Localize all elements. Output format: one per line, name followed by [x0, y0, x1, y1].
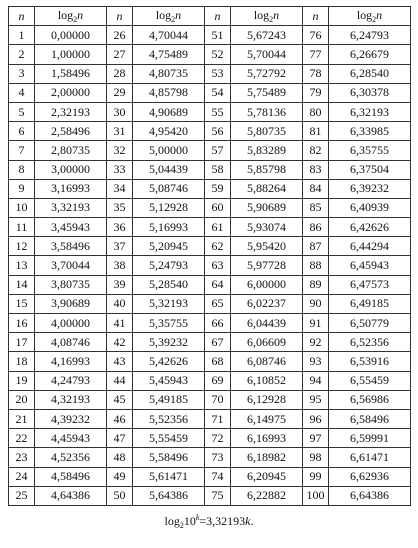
log2n-cell: 3,70044: [35, 256, 107, 275]
table-row: [9, 64, 411, 83]
n-cell: 56: [205, 122, 231, 141]
n-cell: 69: [205, 371, 231, 390]
header-log2n-2: [133, 7, 205, 26]
log2n-cell: 5,64386: [133, 486, 205, 505]
log2n-cell: 2,00000: [35, 83, 107, 102]
log2n-cell: 6,62936: [329, 467, 411, 486]
log2n-cell: 5,88264: [231, 179, 303, 198]
header-log2n-1: [35, 7, 107, 26]
table-row: [9, 275, 411, 294]
n-cell: 12: [9, 237, 35, 256]
n-cell: 95: [303, 390, 329, 409]
log2n-cell: 4,16993: [35, 352, 107, 371]
log2n-cell: 4,32193: [35, 390, 107, 409]
log2n-cell: 5,42626: [133, 352, 205, 371]
log2n-cell: 5,00000: [133, 141, 205, 160]
n-cell: 86: [303, 218, 329, 237]
n-cell: 100: [303, 486, 329, 505]
formula-log-base: 2: [179, 521, 184, 530]
n-cell: 40: [107, 294, 133, 313]
n-cell: 84: [303, 179, 329, 198]
n-cell: 97: [303, 429, 329, 448]
log2n-cell: 6,10852: [231, 371, 303, 390]
log2n-cell: 6,08746: [231, 352, 303, 371]
formula-rhs-var: k: [245, 514, 251, 528]
header-log-base: 2: [269, 15, 274, 25]
log2n-cell: 6,50779: [329, 314, 411, 333]
log2n-cell: 3,80735: [35, 275, 107, 294]
n-cell: 57: [205, 141, 231, 160]
table-row: [9, 294, 411, 313]
log2n-cell: 6,42626: [329, 218, 411, 237]
log2n-cell: 5,97728: [231, 256, 303, 275]
n-cell: 21: [9, 409, 35, 428]
log2n-cell: 2,80735: [35, 141, 107, 160]
n-cell: 29: [107, 83, 133, 102]
n-cell: 93: [303, 352, 329, 371]
n-cell: 2: [9, 45, 35, 64]
n-cell: 50: [107, 486, 133, 505]
log2n-cell: 4,64386: [35, 486, 107, 505]
n-cell: 27: [107, 45, 133, 64]
log2n-cell: 4,95420: [133, 122, 205, 141]
log2n-cell: 6,16993: [231, 429, 303, 448]
n-cell: 77: [303, 45, 329, 64]
n-cell: 67: [205, 333, 231, 352]
n-cell: 66: [205, 314, 231, 333]
log2n-cell: 6,00000: [231, 275, 303, 294]
n-cell: 42: [107, 333, 133, 352]
header-n-2: n: [107, 7, 133, 26]
log2n-cell: 5,55459: [133, 429, 205, 448]
log2n-cell: 5,12928: [133, 198, 205, 217]
log2n-cell: 5,52356: [133, 409, 205, 428]
n-cell: 80: [303, 102, 329, 121]
log2n-cell: 4,52356: [35, 448, 107, 467]
n-cell: 75: [205, 486, 231, 505]
table-row: [9, 198, 411, 217]
log2n-cell: 3,32193: [35, 198, 107, 217]
log2n-cell: 5,75489: [231, 83, 303, 102]
header-n-3: n: [205, 7, 231, 26]
log2n-cell: 6,28540: [329, 64, 411, 83]
log2n-cell: 5,78136: [231, 102, 303, 121]
table-row: [9, 218, 411, 237]
n-cell: 6: [9, 122, 35, 141]
log2n-cell: 3,45943: [35, 218, 107, 237]
log2n-cell: 2,32193: [35, 102, 107, 121]
log2n-cell: 5,39232: [133, 333, 205, 352]
header-log-prefix: log: [57, 8, 74, 23]
n-cell: 45: [107, 390, 133, 409]
n-cell: 3: [9, 64, 35, 83]
log2n-cell: 6,20945: [231, 467, 303, 486]
header-log-prefix: log: [253, 8, 270, 23]
log2n-cell: 6,26679: [329, 45, 411, 64]
log2n-cell: 4,90689: [133, 102, 205, 121]
table-row: [9, 429, 411, 448]
formula-caption: [0, 514, 418, 529]
log2n-cell: 6,55459: [329, 371, 411, 390]
log2n-cell: 5,58496: [133, 448, 205, 467]
n-cell: 17: [9, 333, 35, 352]
n-cell: 37: [107, 237, 133, 256]
n-cell: 20: [9, 390, 35, 409]
log2n-cell: 4,00000: [35, 314, 107, 333]
log2n-cell: 6,64386: [329, 486, 411, 505]
n-cell: 11: [9, 218, 35, 237]
log2n-cell: 6,24793: [329, 26, 411, 45]
log2n-cell: 5,72792: [231, 64, 303, 83]
n-cell: 58: [205, 160, 231, 179]
n-cell: 79: [303, 83, 329, 102]
n-cell: 23: [9, 448, 35, 467]
log2n-cell: 6,12928: [231, 390, 303, 409]
log2n-cell: 5,61471: [133, 467, 205, 486]
log2n-cell: 5,32193: [133, 294, 205, 313]
n-cell: 18: [9, 352, 35, 371]
n-cell: 72: [205, 429, 231, 448]
header-log-base: 2: [372, 15, 377, 25]
n-cell: 73: [205, 448, 231, 467]
n-cell: 13: [9, 256, 35, 275]
log2n-cell: 6,14975: [231, 409, 303, 428]
n-cell: 62: [205, 237, 231, 256]
table-row: [9, 160, 411, 179]
log2n-cell: 2,58496: [35, 122, 107, 141]
formula-end: .: [250, 514, 254, 528]
table-row: [9, 141, 411, 160]
header-n-4: n: [303, 7, 329, 26]
log2n-cell: 4,39232: [35, 409, 107, 428]
n-cell: 24: [9, 467, 35, 486]
n-cell: 76: [303, 26, 329, 45]
log2n-cell: 6,53916: [329, 352, 411, 371]
log2n-cell: 5,67243: [231, 26, 303, 45]
log2n-cell: 5,16993: [133, 218, 205, 237]
log2n-cell: 5,85798: [231, 160, 303, 179]
table-row: [9, 333, 411, 352]
table-row: [9, 237, 411, 256]
n-cell: 38: [107, 256, 133, 275]
log2n-cell: 6,33985: [329, 122, 411, 141]
n-cell: 74: [205, 467, 231, 486]
log2n-cell: 5,28540: [133, 275, 205, 294]
n-cell: 47: [107, 429, 133, 448]
header-log-prefix: log: [155, 8, 172, 23]
log2n-cell: 6,06609: [231, 333, 303, 352]
log2n-cell: 6,49185: [329, 294, 411, 313]
log2n-cell: 6,30378: [329, 83, 411, 102]
n-cell: 71: [205, 409, 231, 428]
n-cell: 85: [303, 198, 329, 217]
log2n-cell: 4,08746: [35, 333, 107, 352]
n-cell: 53: [205, 64, 231, 83]
n-cell: 43: [107, 352, 133, 371]
n-cell: 22: [9, 429, 35, 448]
log2n-cell: 6,44294: [329, 237, 411, 256]
log2n-cell: 6,58496: [329, 409, 411, 428]
table-row: [9, 486, 411, 505]
table-body: [9, 26, 411, 506]
n-cell: 26: [107, 26, 133, 45]
n-cell: 28: [107, 64, 133, 83]
n-cell: 39: [107, 275, 133, 294]
log2n-cell: 6,56986: [329, 390, 411, 409]
n-cell: 19: [9, 371, 35, 390]
formula-log-arg: 10: [183, 514, 196, 528]
header-log-base: 2: [73, 15, 78, 25]
header-log2n-3: [231, 7, 303, 26]
header-log-base: 2: [171, 15, 176, 25]
n-cell: 1: [9, 26, 35, 45]
log2n-cell: 1,58496: [35, 64, 107, 83]
n-cell: 54: [205, 83, 231, 102]
n-cell: 90: [303, 294, 329, 313]
log2n-cell: 4,45943: [35, 429, 107, 448]
log2n-cell: 3,58496: [35, 237, 107, 256]
n-cell: 35: [107, 198, 133, 217]
log2n-cell: 3,90689: [35, 294, 107, 313]
log2n-cell: 5,35755: [133, 314, 205, 333]
n-cell: 25: [9, 486, 35, 505]
log2n-cell: 6,32193: [329, 102, 411, 121]
log2n-cell: 3,16993: [35, 179, 107, 198]
n-cell: 8: [9, 160, 35, 179]
log2n-cell: 5,95420: [231, 237, 303, 256]
n-cell: 88: [303, 256, 329, 275]
log2n-cell: 0,00000: [35, 26, 107, 45]
n-cell: 33: [107, 160, 133, 179]
n-cell: 46: [107, 409, 133, 428]
n-cell: 70: [205, 390, 231, 409]
table-row: [9, 45, 411, 64]
n-cell: 94: [303, 371, 329, 390]
n-cell: 52: [205, 45, 231, 64]
n-cell: 60: [205, 198, 231, 217]
table-row: [9, 448, 411, 467]
n-cell: 59: [205, 179, 231, 198]
log2n-cell: 5,04439: [133, 160, 205, 179]
n-cell: 63: [205, 256, 231, 275]
n-cell: 92: [303, 333, 329, 352]
n-cell: 32: [107, 141, 133, 160]
table-row: [9, 122, 411, 141]
log2n-cell: 6,61471: [329, 448, 411, 467]
n-cell: 98: [303, 448, 329, 467]
n-cell: 49: [107, 467, 133, 486]
table-row: [9, 409, 411, 428]
log2n-cell: 4,85798: [133, 83, 205, 102]
n-cell: 4: [9, 83, 35, 102]
log2n-cell: 6,04439: [231, 314, 303, 333]
log2n-cell: 6,39232: [329, 179, 411, 198]
n-cell: 34: [107, 179, 133, 198]
table-row: [9, 314, 411, 333]
n-cell: 78: [303, 64, 329, 83]
n-cell: 16: [9, 314, 35, 333]
n-cell: 7: [9, 141, 35, 160]
n-cell: 30: [107, 102, 133, 121]
formula-log-prefix: log: [164, 514, 180, 528]
log2n-cell: 5,45943: [133, 371, 205, 390]
log2n-cell: 5,93074: [231, 218, 303, 237]
n-cell: 36: [107, 218, 133, 237]
log2n-cell: 6,47573: [329, 275, 411, 294]
log2n-cell: 5,70044: [231, 45, 303, 64]
table-row: [9, 179, 411, 198]
n-cell: 65: [205, 294, 231, 313]
table-row: [9, 390, 411, 409]
log2n-cell: 6,18982: [231, 448, 303, 467]
log2n-cell: 5,90689: [231, 198, 303, 217]
formula-exponent: k: [195, 513, 200, 522]
n-cell: 64: [205, 275, 231, 294]
log2n-cell: 6,35755: [329, 141, 411, 160]
log2n-cell: 6,37504: [329, 160, 411, 179]
log2-table: [8, 6, 411, 506]
table-header-row: [9, 7, 411, 26]
table-row: [9, 26, 411, 45]
log2n-cell: 6,22882: [231, 486, 303, 505]
table-row: [9, 352, 411, 371]
log2n-cell: 6,52356: [329, 333, 411, 352]
n-cell: 83: [303, 160, 329, 179]
n-cell: 61: [205, 218, 231, 237]
n-cell: 48: [107, 448, 133, 467]
n-cell: 68: [205, 352, 231, 371]
formula-rhs: =3,32193: [199, 514, 246, 528]
log2n-cell: 3,00000: [35, 160, 107, 179]
table-row: [9, 102, 411, 121]
n-cell: 91: [303, 314, 329, 333]
log2n-cell: 5,83289: [231, 141, 303, 160]
header-log2n-4: [329, 7, 411, 26]
n-cell: 82: [303, 141, 329, 160]
log2n-cell: 5,20945: [133, 237, 205, 256]
header-log-arg: n: [77, 8, 84, 23]
n-cell: 15: [9, 294, 35, 313]
log2n-cell: 4,75489: [133, 45, 205, 64]
n-cell: 51: [205, 26, 231, 45]
log2n-cell: 6,45943: [329, 256, 411, 275]
log2n-cell: 5,08746: [133, 179, 205, 198]
n-cell: 89: [303, 275, 329, 294]
n-cell: 41: [107, 314, 133, 333]
log2n-cell: 4,80735: [133, 64, 205, 83]
n-cell: 81: [303, 122, 329, 141]
header-log-arg: n: [376, 8, 383, 23]
n-cell: 99: [303, 467, 329, 486]
header-n-1: n: [9, 7, 35, 26]
table-row: [9, 371, 411, 390]
header-log-arg: n: [175, 8, 182, 23]
log2n-cell: 5,24793: [133, 256, 205, 275]
n-cell: 10: [9, 198, 35, 217]
log2n-cell: 6,59991: [329, 429, 411, 448]
log2n-cell: 4,24793: [35, 371, 107, 390]
log2n-cell: 4,70044: [133, 26, 205, 45]
n-cell: 14: [9, 275, 35, 294]
log2n-cell: 6,40939: [329, 198, 411, 217]
header-log-prefix: log: [356, 8, 373, 23]
n-cell: 55: [205, 102, 231, 121]
n-cell: 5: [9, 102, 35, 121]
log2n-cell: 6,02237: [231, 294, 303, 313]
table-row: [9, 467, 411, 486]
log2n-cell: 4,58496: [35, 467, 107, 486]
n-cell: 31: [107, 122, 133, 141]
table-row: [9, 83, 411, 102]
n-cell: 96: [303, 409, 329, 428]
log2n-cell: 5,80735: [231, 122, 303, 141]
n-cell: 9: [9, 179, 35, 198]
log2n-cell: 1,00000: [35, 45, 107, 64]
table-row: [9, 256, 411, 275]
n-cell: 87: [303, 237, 329, 256]
log2n-cell: 5,49185: [133, 390, 205, 409]
n-cell: 44: [107, 371, 133, 390]
header-log-arg: n: [273, 8, 280, 23]
